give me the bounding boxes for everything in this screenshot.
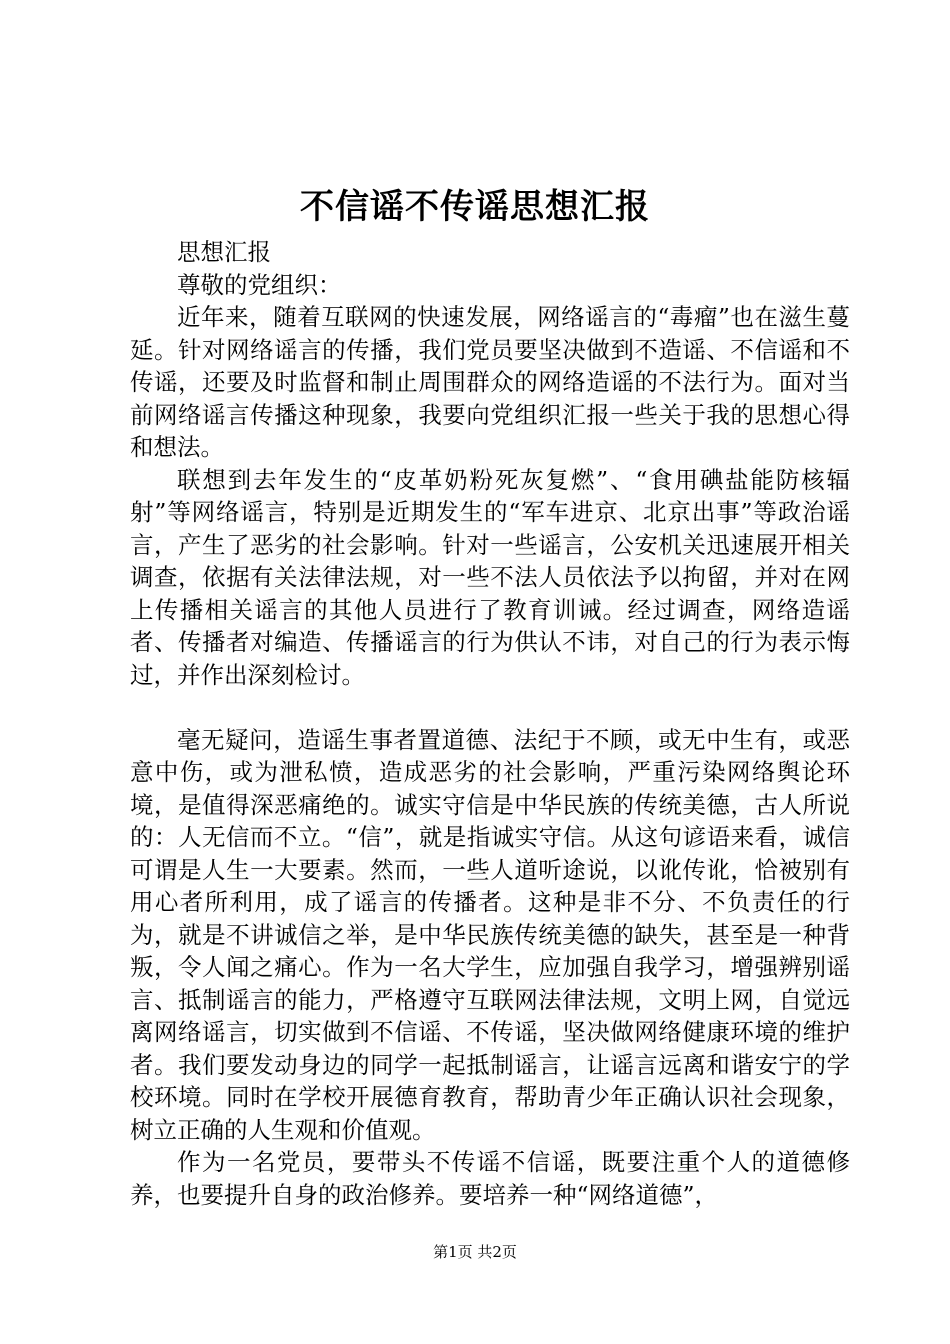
paragraph-heading: 思想汇报 — [177, 238, 271, 266]
paragraph: 联想到去年发生的“皮革奶粉死灰复燃”、“食用碘盐能防核辐射”等网络谣言，特别是近期发生的“军车进京、北京出事”等政治谣言，产生了恶劣的社会影响。针对一些谣言，公安机关迅速展开相关调查，依据有关法律法规，对一些不法人员依法予以拘留，并对在网上传播相关谣言的其他人员进行了教育训诫。经过调查，网络造谣者、传播者对编造、传播谣言的行为供认不讳，对自己的行为表示悔过，并作出深刻检讨。 — [130, 465, 850, 689]
paragraph-salutation: 尊敬的党组织： — [177, 270, 342, 299]
paragraph: 毫无疑问，造谣生事者置道德、法纪于不顾，或无中生有，或恶意中伤，或为泄私愤，造成恶劣的社会影响，严重污染网络舆论环境，是值得深恶痛绝的。诚实守信是中华民族的传统美德，古人所说的：人无信而不立。“信”，就是指诚实守信。从这句谚语来看，诚信可谓是人生一大要素。然而，一些人道听途说，以讹传讹，恰被别有用心者所利用，成了谣言的传播者。这种是非不分、不负责任的行为，就是不讲诚信之举，是中华民族传统美德的缺失，甚至是一种背叛，令人闻之痛心。作为一名大学生，应加强自我学习，增强辨别谣言、抵制谣言的能力，严格遵守互联网法律法规，文明上网，自觉远离网络谣言，切实做到不信谣、不传谣，坚决做网络健康环境的维护者。我们要发动身边的同学一起抵制谣言，让谣言远离和谐安宁的学校环境。同时在学校开展德育教育，帮助青少年正确认识社会现象，树立正确的人生观和价值观。 — [130, 725, 850, 1144]
document-title: 不信谣不传谣思想汇报 — [300, 187, 650, 227]
paragraph: 作为一名党员，要带头不传谣不信谣，既要注重个人的道德修养，也要提升自身的政治修养。要培养一种“网络道德”， — [130, 1148, 850, 1209]
paragraph: 近年来，随着互联网的快速发展，网络谣言的“毒瘤”也在滋生蔓延。针对网络谣言的传播，我们党员要坚决做到不造谣、不信谣和不传谣，还要及时监督和制止周围群众的网络造谣的不法行为。面对当前网络谣言传播这种现象，我要向党组织汇报一些关于我的思想心得和想法。 — [130, 303, 850, 461]
page-number-footer: 第1页 共2页 — [433, 1243, 517, 1261]
paragraph-blank — [130, 691, 850, 724]
document-body — [130, 236, 850, 1211]
